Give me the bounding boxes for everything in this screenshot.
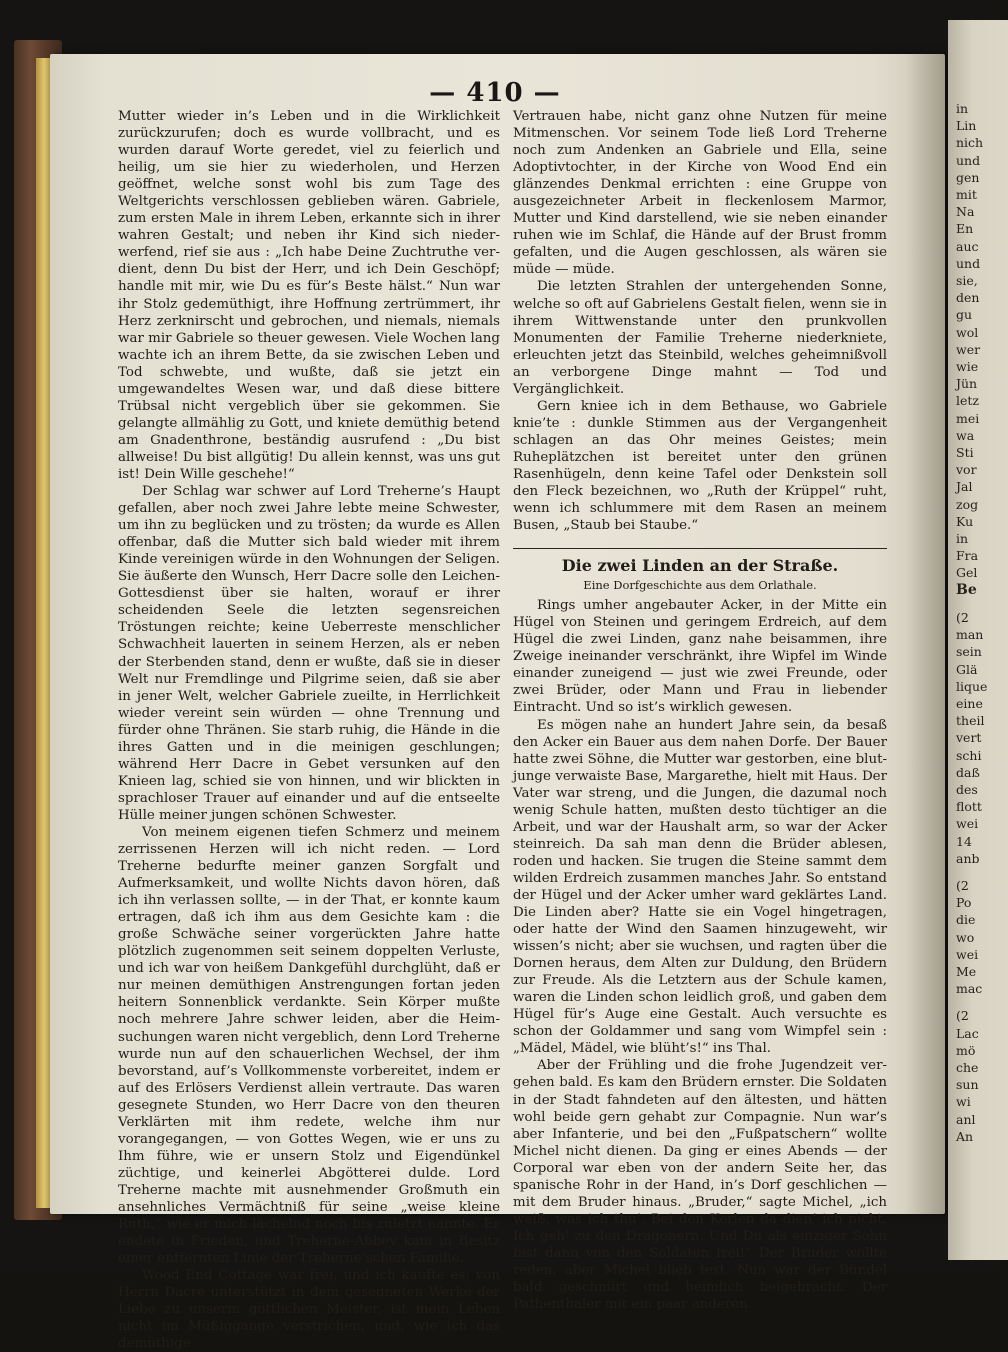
spacer: [956, 997, 1006, 1007]
adjacent-line-fragment: man: [956, 627, 984, 643]
page-number: — 410 —: [429, 78, 561, 108]
adjacent-line-fragment: vor: [956, 462, 977, 478]
adjacent-line-fragment: und: [956, 152, 981, 168]
adjacent-line-fragment: Lin: [956, 118, 977, 134]
paragraph: Aber der Frühling und die frohe Jugendzeit vergehen bald. Es kam den Brüdern ernster. Die Soldaten in der Stadt fahndeten auf den ältesten, und hätten wohl beide gern gehabt zur Compagnie. Nun war’s aber Infanterie, und bei den „Fußpatschern“ wollte Michel nicht dienen. Da ging er eines Abends — der Corporal war eben von der andern Seite her, das spanische Rohr in der Hand, in’s Dorf geschlichen — mit dem Bruder hinaus. „Bruder,“ sagte Michel, „ich weiß, was ich thu’. Bei den Kerlen da dien’ ich nicht. Ich geh’ zu den Dragonern. Und Du als einziger Sohn bist dann von den Soldaten frei!“ Der Bruder wollte reden, aber Michel blieb fest. Nun war der Bündel bald geschnürt und heimlich beigebracht. Der Pathenthaler mit ein paar anderen: [513, 1058, 887, 1313]
adjacent-line-fragment: daß: [956, 764, 980, 780]
paragraph: Der Schlag war schwer auf Lord Treherne’s Haupt gefallen, aber noch zwei Jahre lebte meine Schwester, um ihn zu beglücken und zu trösten; da wurde es Allen offenbar, daß die Mutter sich bald wieder mit ihrem Kinde vereinigen würde in den Wohnungen der Seligen. Sie äußerte den Wunsch, Herr Dacre solle den Leichen-Gottesdienst über sie halten, worauf er ihrer scheidenden Seele die letzten segensreichen Tröstungen reichte; keine Ueberreste menschlicher Schwachheit lauerten in seinem Herzen, als er neben der Sterbenden stand, denn er wußte, daß sie in dieser Welt nur Fremdlinge und Pilgrime seien, daß sie aber in jener Welt, welcher Gabriele zueilte, in Herrlichkeit wieder vereint sein würden — ohne Trennung und fürder ohne Thränen. Sie starb ruhig, die Hände in die ihres Gatten und in die meinigen geschlungen; während Herr Dacre in Gebet versunken auf den Knieen lag, schied sie von hinnen, und wir blickten in sprachloser Trauer auf einander und auf die entseelte Hülle meiner jungen schönen Schwester.: [118, 484, 500, 823]
adjacent-line-fragment: des: [956, 781, 978, 797]
adjacent-line-fragment: wer: [956, 341, 981, 357]
adjacent-line-fragment: wol: [956, 324, 979, 340]
adjacent-line-fragment: auc: [956, 238, 979, 254]
adjacent-line-fragment: wei: [956, 946, 979, 962]
adjacent-line-fragment: in: [956, 101, 969, 116]
spacer: [956, 867, 1006, 877]
right-column: [513, 108, 887, 1313]
adjacent-line-fragment: wi: [956, 1094, 971, 1110]
adjacent-line-fragment: che: [956, 1059, 979, 1075]
adjacent-line-fragment: Me: [956, 963, 977, 979]
paragraph: Vertrauen habe, nicht ganz ohne Nutzen für meine Mitmenschen. Vor seinem Tode ließ Lord Treherne noch zum Andenken an Gabriele und Ella, seine Adoptivtochter, in der Kirche von Wood End ein glänzendes Denkmal errichten : eine Gruppe von ausgezeichneter Arbeit in fleckenlosem Marmor, Mutter und Kind darstellend, wie sie neben einander ruhen wie im Schlaf, die Hände auf der Brust fromm gefalten, und die Augen geschlossen, als wären sie müde — müde.: [513, 109, 887, 278]
story-title: Die zwei Linden an der Straße.: [561, 556, 839, 576]
adjacent-line-fragment: Na: [956, 204, 975, 220]
adjacent-line-fragment: (2: [956, 609, 969, 625]
paragraph: Die letzten Strahlen der untergehenden Sonne, welche so oft auf Gabrielens Gestalt fielen, wenn sie in ihrem Wittwenstande unter den prunkvollen Monumenten der Familie Treherne niederkniete, erleuchten jetzt das Steinbild, welches geheimnißvoll an verborgene Dinge mahnt — Tod und Vergänglichkeit.: [513, 279, 887, 397]
book-page: [50, 54, 945, 1352]
adjacent-line-fragment: eine: [956, 695, 983, 711]
adjacent-bold-fragment: Be: [956, 581, 977, 598]
adjacent-line-fragment: die: [956, 912, 976, 928]
adjacent-line-fragment: En: [956, 221, 974, 237]
adjacent-line-fragment: mit: [956, 187, 977, 203]
adjacent-line-fragment: gu: [956, 307, 973, 323]
adjacent-line-fragment: mei: [956, 410, 980, 426]
adjacent-line-fragment: wo: [956, 929, 975, 945]
adjacent-fragments-bottom: [956, 1007, 1006, 1145]
adjacent-line-fragment: wie: [956, 359, 979, 375]
adjacent-line-fragment: theil: [956, 713, 985, 729]
adjacent-line-fragment: sein: [956, 644, 982, 660]
adjacent-line-fragment: Fra: [956, 548, 979, 564]
adjacent-line-fragment: nich: [956, 135, 984, 151]
adjacent-line-fragment: wa: [956, 427, 975, 443]
adjacent-line-fragment: vert: [956, 730, 982, 746]
adjacent-line-fragment: Po: [956, 895, 972, 911]
paragraph: Rings umher angebauter Acker, in der Mitte ein Hügel von Steinen und geringem Erdreich, auf dem Hügel die zwei Linden, ganz nahe beisammen, ihre Zweige ineinander verschränkt, ihre Wipfel im Winde einander zuneigend — just wie zwei Freunde, oder zwei Brüder, oder Mann und Frau in liebender Eintracht. Und so ist’s wirklich gewesen.: [513, 598, 887, 716]
adjacent-line-fragment: An: [956, 1128, 974, 1144]
adjacent-fragments-low: [956, 877, 1006, 997]
adjacent-line-fragment: (2: [956, 877, 969, 893]
spacer: [956, 599, 1006, 609]
paragraph: Gern kniee ich in dem Bethause, wo Gabriele knie’te : dunkle Stimmen aus der Vergangenheit schlagen an das Ohr meines Geistes; mein Ruheplätzchen ist bereitet unter den grünen Rasenhügeln, denn keine Tafel oder Denkstein soll den Fleck bezeichnen, wo „Ruth der Krüppel“ ruht, wenn ich schlummere mit dem Rasen an meinem Busen, „Staub bei Staube.“: [513, 398, 887, 534]
paragraph: Mutter wieder in’s Leben und in die Wirklichkeit zurückzurufen; doch es wurde vollbracht, und es wurden darauf Worte geredet, viel zu feierlich und heilig, um sie hier zu wiederholen, und Herzen geöffnet, welche sonst wohl bis zum Tage des Weltgerichts verschlossen geblieben wären. Gabriele, zum ersten Male in ihrem Leben, erkannte sich in ihrer wahren Gestalt; und neben ihr Kind sich niederwerfend, rief sie aus : „Ich habe Deine Zuchtruthe verdient, denn Du bist der Herr, und ich Dein Geschöpf; handle mit mir, wie Du es für’s Beste hälst.“ Nun war ihr Stolz gedemüthigt, ihre Hoffnung zertrümmert, ihr Herz zerknirscht und gebrochen, und niemals, niemals war mir Gabriele so theuer gewesen. Viele Wochen lang wachte ich an ihrem Bette, da sie zwischen Leben und Tod schwebte, und wußte, daß sie jetzt ein umgewandeltes Wesen war, und daß diese bittere Trübsal nicht vergeblich über sie gekommen. Sie gelangte allmählig zu Gott, und kniete demüthig betend am Gnadenthrone, beständig ausrufend : „Du bist allweise! Du bist allgütig! Du allein kennst, was uns gut ist! Dein Wille geschehe!“: [118, 109, 500, 482]
adjacent-line-fragment: anl: [956, 1111, 976, 1127]
adjacent-line-fragment: mac: [956, 981, 983, 997]
adjacent-line-fragment: Jün: [956, 376, 978, 392]
story-subtitle: Eine Dorfgeschichte aus dem Orlathale.: [583, 578, 817, 593]
gutter-shadow: [905, 54, 945, 1214]
paragraph: Von meinem eigenen tiefen Schmerz und meinem zerrissenen Herzen will ich nicht reden. — Lord Treherne bedurfte meiner ganzen Sorgfalt und Aufmerksamkeit, und wollte Nichts davon hören, daß ich ihn verlassen sollte, — in der That, er konnte kaum ertragen, daß ich ihm aus dem Gesichte kam : die große Schwäche seiner vorgerückten Jahre hatte plötzlich zugenommen seit seinem doppelten Verluste, und ich war von heißem Dankgefühl durchglüht, daß er nur meinen demüthigen Anstrengungen fortan jeden heitern Sonnenblick verdankte. Sein Körper mußte noch mehrere Jahre schwer leiden, aber die Heimsuchungen waren nicht vergeblich, denn Lord Treherne wurde nun auf den schauerlichen Wechsel, der ihm bevorstand, auf’s Vollkommenste vorbereitet, indem er auf des Erlösers Verdienst allein vertraute. Das waren gesegnete Stunden, wo Herr Dacre von den theuren Verklärten mit ihm redete, welche ihm nur vorangegangen, — von Gottes Wegen, wie er uns zu Ihm führe, wie er unsern Stolz und Eigendünkel züchtige, und keinerlei Abgötterei dulde. Lord Treherne machte mit ausnehmender Großmuth ein ansehnliches Vermächtniß für seine „weise kleine Ruth,“ wie er mich lächelnd noch bis zuletzt nannte. Er endete in Frieden, und Treherne-Abbey kam in Besitz einer entfernten Linie der Treherne’schen Familie.: [118, 824, 500, 1267]
adjacent-line-fragment: letz: [956, 393, 980, 409]
adjacent-fragments-top: [956, 100, 1006, 582]
adjacent-fragments-mid: [956, 609, 1006, 867]
adjacent-line-fragment: 14: [956, 833, 972, 849]
section-divider: [513, 548, 887, 549]
adjacent-line-fragment: anb: [956, 850, 980, 866]
adjacent-line-fragment: Lac: [956, 1025, 979, 1041]
adjacent-line-fragment: mö: [956, 1042, 976, 1058]
paragraph: Wood End Cottage war frei, und ich kaufte es; von Herrn Dacre unterstützt in dem gesegneten Werke der Liebe zu unserm göttlichen Meister, ist mein Leben nicht im Müßiggange verstrichen, und, wie ich das demüthige: [118, 1268, 500, 1352]
paragraph: Es mögen nahe an hundert Jahre sein, da besaß den Acker ein Bauer aus dem nahen Dorfe. Der Bauer hatte zwei Söhne, die Mutter war gestorben, eine blutjunge verwaiste Base, Margarethe, hielt mit Haus. Der Vater war streng, und die Jungen, die dazumal noch wenig Schule hatten, mußten desto tüchtiger an die Arbeit, und war der Haushalt arm, so war der Acker steinreich. Da sah man denn die Brüder ablesen, roden und hacken. Sie trugen die Steine sammt dem wilden Erdreich zusammen manches Jahr. So entstand der Hügel und der Acker umher ward geklärtes Land. Die Linden aber? Hatte sie ein Vogel hingetragen, oder hatte der Wind den Saamen hinzugeweht, wir wissen’s nicht; aber sie wuchsen, und ragten über die Dornen heraus, dem Alten zur Duldung, den Brüdern zur Freude. Als die Letztern aus der Schule kamen, waren die Linden schon leidlich groß, und gaben dem Hügel für’s Auge eine Gestalt. Auch versuchte es schon der Goldammer und sang vom Wimpfel sein : „Mädel, Mädel, wie blüht’s!“ ins Thal.: [513, 717, 887, 1057]
adjacent-page-text: [956, 100, 1006, 1145]
adjacent-page: [948, 20, 1008, 1260]
adjacent-line-fragment: wei: [956, 816, 979, 832]
adjacent-line-fragment: lique: [956, 678, 988, 694]
adjacent-line-fragment: (2: [956, 1008, 969, 1024]
adjacent-line-fragment: Jal: [956, 479, 973, 495]
adjacent-line-fragment: flott: [956, 799, 982, 815]
adjacent-line-fragment: gen: [956, 169, 980, 185]
adjacent-line-fragment: schi: [956, 747, 982, 763]
adjacent-line-fragment: Glä: [956, 661, 978, 677]
adjacent-line-fragment: sun: [956, 1077, 979, 1093]
adjacent-line-fragment: den: [956, 290, 980, 306]
adjacent-line-fragment: Ku: [956, 513, 974, 529]
adjacent-line-fragment: sie,: [956, 273, 978, 289]
adjacent-line-fragment: zog: [956, 496, 979, 512]
adjacent-line-fragment: Sti: [956, 445, 974, 461]
adjacent-line-fragment: und: [956, 255, 981, 271]
left-column: [118, 108, 500, 1352]
adjacent-line-fragment: Gel: [956, 565, 978, 581]
adjacent-line-fragment: in: [956, 531, 969, 547]
